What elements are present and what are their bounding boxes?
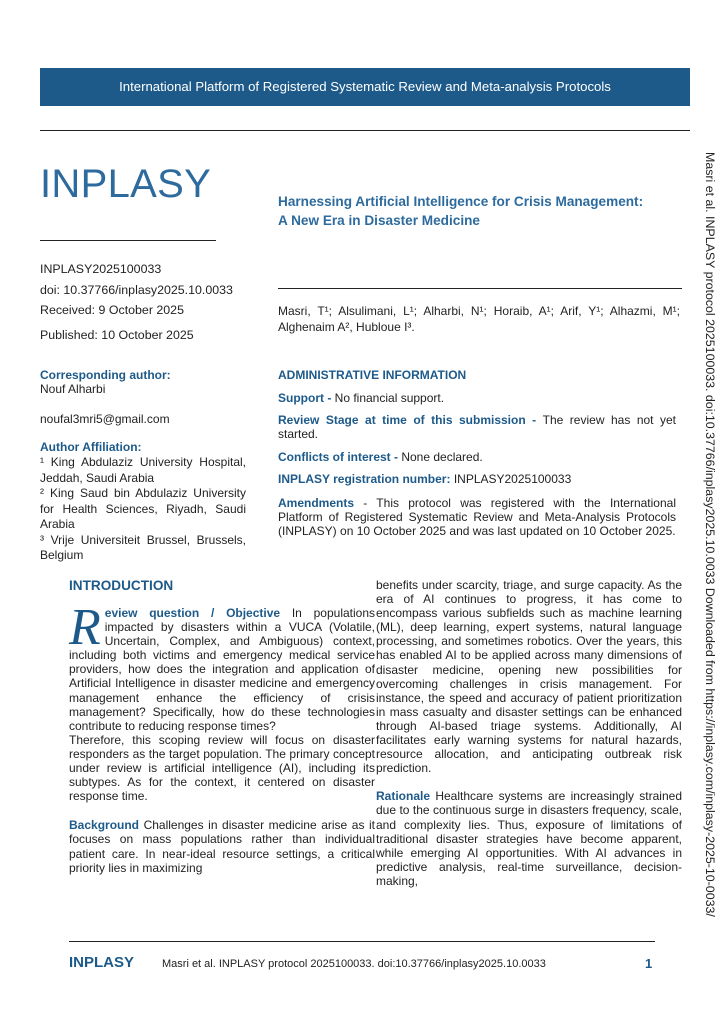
title-divider [278,288,682,289]
scope-paragraph: Therefore, this scoping review will focus on disaster responders as the target population. The primary concept under review is artificial intelligence (AI), including its subtypes. As for the context, it centered on disaster response time. [69,732,375,804]
side-citation [701,152,721,917]
review-stage-info [278,413,676,441]
title-line-1: Harnessing Artificial Intelligence for Crisis Management: [278,194,644,209]
author-list: Masri, T¹; Alsulimani, L¹; Alharbi, N¹; Horaib, A¹; Arif, Y¹; Alhazmi, M¹; Alghenaim A², Hubloue I³. [278,304,680,334]
footer-citation: Masri et al. INPLASY protocol 2025100033. doi:10.37766/inplasy2025.10.0033 [162,958,546,970]
title-line-2: A New Era in Disaster Medicine [278,213,480,228]
drop-cap: R [69,599,101,656]
page-number: 1 [645,956,653,971]
brand-logo-text: INPLASY [40,162,212,206]
affiliation-list [40,455,246,564]
body-column-right [376,578,682,888]
amendments-label: Amendments [278,496,355,510]
affiliation-item: ³ Vrije Universiteit Brussel, Brussels, Belgium [40,532,246,562]
published-date: Published: 10 October 2025 [40,328,194,342]
rationale-label: Rationale [376,789,431,804]
doi-text: doi: 10.37766/inplasy2025.10.0033 [40,283,233,297]
rationale-paragraph [376,789,682,888]
journal-banner: International Platform of Registered Systematic Review and Meta-analysis Protocols [40,68,690,106]
side-citation-text: Masri et al. INPLASY protocol 2025100033. doi:10.37766/inplasy2025.10.0033 Downloaded from https://inplasy.com/inplasy-2025-10-0033/ [703,152,717,917]
support-text: No financial support. [334,391,445,405]
footer-brand: INPLASY [69,954,135,971]
background-label: Background [69,818,140,833]
support-label: Support - [278,391,335,405]
registration-number: INPLASY2025100033 [453,472,572,486]
background-paragraph [69,818,375,874]
conflicts-text: None declared. [401,450,483,464]
support-info [278,391,676,405]
paper-title [278,192,678,230]
conflicts-label: Conflicts of interest - [278,450,402,464]
corresponding-label: Corresponding author: [40,368,171,382]
review-question-paragraph [69,599,376,733]
corresponding-name: Nouf Alharbi [40,382,106,396]
review-stage-label: Review Stage at time of this submission - [278,413,543,427]
brand-divider [40,240,216,241]
corresponding-email[interactable]: noufal3mri5@gmail.com [40,412,170,426]
ai-paragraph: benefits under scarcity, triage, and surge capacity. As the era of AI continues to progress, it has come to encompass various subfields such as machine learning (ML), deep learning, expert systems, natural language processing, and sometimes robotics. Over the years, this has enabled AI to be applied across many dimensions of disaster medicine, opening new possibilities for overcoming challenges in crisis management. For instance, the speed and accuracy of patient prioritization in mass casualty and disaster settings can be enhanced through AI-based triage systems. Additionally, AI facilitates early warning systems for natural hazards, resource allocation, and anticipating outbreak risk prediction. [376,578,682,776]
affiliation-item: ² King Saud bin Abdulaziz University for Health Sciences, Riyadh, Saudi Arabia [40,486,246,531]
admin-heading: ADMINISTRATIVE INFORMATION [278,368,467,382]
amendments-text: - This protocol was registered with the International Platform of Registered Systematic Review and Meta-Analysis Protocols (INPLASY) on 10 October 2025 and was last updated on 10 October 2025. [278,496,676,538]
introduction-heading: INTRODUCTION [69,578,174,593]
body-column-left [69,599,376,875]
received-date: Received: 9 October 2025 [40,303,184,317]
registration-label: INPLASY registration number: [278,472,454,486]
rationale-text: Healthcare systems are increasingly strained due to the continuous surge in disasters frequency, scale, and complexity lies. Thus, exposure of limitations of traditional disaster strategies have become apparent, while emerging AI opportunities. With AI advances in predictive analysis, real-time surveillance, decision-making, [376,789,682,888]
protocol-id: INPLASY2025100033 [40,262,162,276]
header-divider [40,130,690,131]
background-text: Challenges in disaster medicine arise as it focuses on mass populations rather than individual patient care. In near-ideal resource settings, a critical priority lies in maximizing [69,818,375,875]
registration-info [278,472,676,486]
review-question-label: eview question / Objective [104,606,281,620]
affiliation-label: Author Affiliation: [40,440,142,454]
footer-divider [69,941,655,942]
review-stage-text: The review has not yet started. [278,413,676,441]
conflicts-info [278,450,676,464]
review-question-text: In populations impacted by disasters within a VUCA (Volatile, Uncertain, Complex, and Ambiguous) context, including both victims and emergency medical service providers, how does the integration and application of Artificial Intelligence in disaster medicine and emergency management enhance the efficiency of crisis management? Specifically, how do these technologies contribute to reducing response times? [69,606,376,733]
affiliation-item: ¹ King Abdulaziz University Hospital, Jeddah, Saudi Arabia [40,455,246,485]
amendments-info [278,496,676,538]
